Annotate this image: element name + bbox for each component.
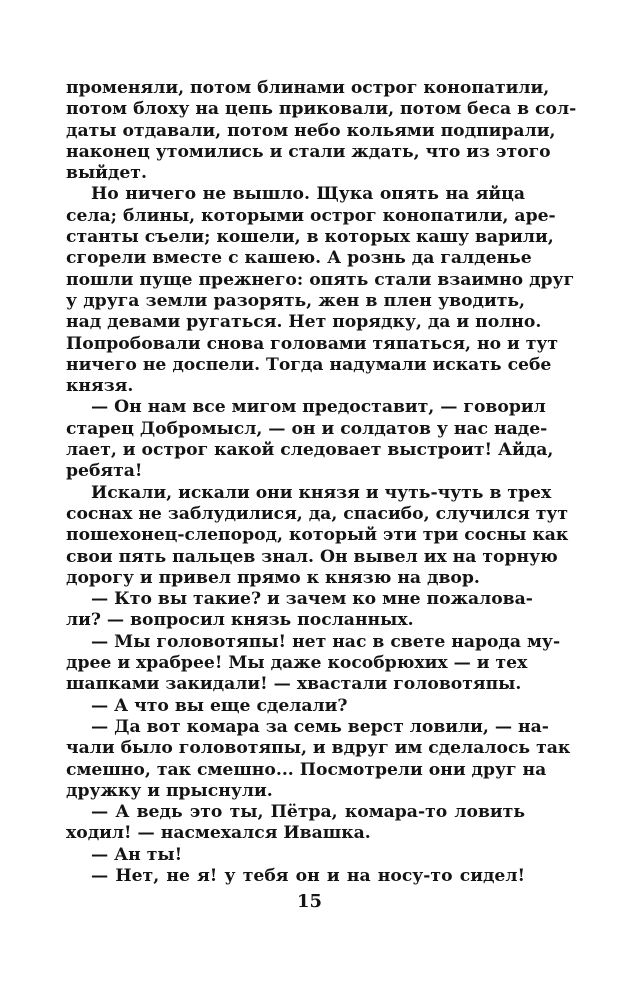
text-line: ходил! — насмехался Ивашка. [66,823,371,844]
text-line: села; блины, которыми острог конопатили, аре- [66,205,556,226]
text-line: шапками закидали! — хвастали головотяпы. [66,674,522,695]
text-line: старец Добромысл, — он и солдатов у нас наде- [66,418,548,439]
text-line: наконец утомились и стали ждать, что из этого [66,141,551,162]
text-line: свои пять пальцев знал. Он вывел их на торную [66,546,558,567]
text-line: Попробовали снова головами тяпаться, но и тут [66,333,559,354]
text-line: над девами ругаться. Нет порядку, да и полно. [66,312,542,333]
text-line: — Кто вы такие? и зачем ко мне пожалова- [91,589,533,610]
text-line: ли? — вопросил князь посланных. [66,610,414,631]
text-line: Но ничего не вышло. Щука опять на яйца [91,184,525,205]
page-number: 15 [296,891,323,912]
text-line: — Да вот комара за семь верст ловили, — на- [91,716,549,737]
text-line: — А ведь это ты, Пётра, комара-то ловить [91,802,525,823]
text-line: — А что вы еще сделали? [91,695,348,716]
text-line: смешно, так смешно... Посмотрели они друг на [66,759,547,780]
text-line: ребята! [66,461,143,482]
text-line: сгорели вместе с кашею. А рознь да галденье [66,248,532,269]
text-line: у друга земли разорять, жен в плен уводить, [66,290,525,311]
text-line: дрее и храбрее! Мы даже кособрюхих — и тех [66,653,528,674]
text-line: дружку и прыснули. [66,780,273,801]
text-line: даты отдавали, потом небо кольями подпирали, [66,120,556,141]
text-line: пошли пуще прежнего: опять стали взаимно друг [66,269,575,290]
text-line: лает, и острог какой следовает выстроит! Айда, [66,440,554,461]
text-line: пошехонец-слепород, который эти три сосны как [66,525,569,546]
text-line: потом блоху на цепь приковали, потом беса в сол- [66,99,577,120]
text-line: чали было головотяпы, и вдруг им сделалось так [66,738,571,759]
body-text [66,78,577,887]
text-line: променяли, потом блинами острог конопатили, [66,78,550,98]
text-line: ничего не доспели. Тогда надумали искать себе [66,354,552,375]
text-line: — Ан ты! [91,844,183,865]
text-line: князя. [66,376,134,397]
text-line: выйдет. [66,163,147,184]
text-line: — Мы головотяпы! нет нас в свете народа му- [91,631,561,652]
text-line: дорогу и привел прямо к князю на двор. [66,567,480,588]
text-line: соснах не заблудилися, да, спасибо, случился тут [66,503,569,524]
text-line: — Нет, не я! у тебя он и на носу-то сидел! [91,865,525,886]
text-line: станты съели; кошели, в которых кашу варили, [66,227,554,248]
text-line: Искали, искали они князя и чуть-чуть в трех [91,482,552,503]
text-line: — Он нам все мигом предоставит, — говорил [91,397,546,418]
